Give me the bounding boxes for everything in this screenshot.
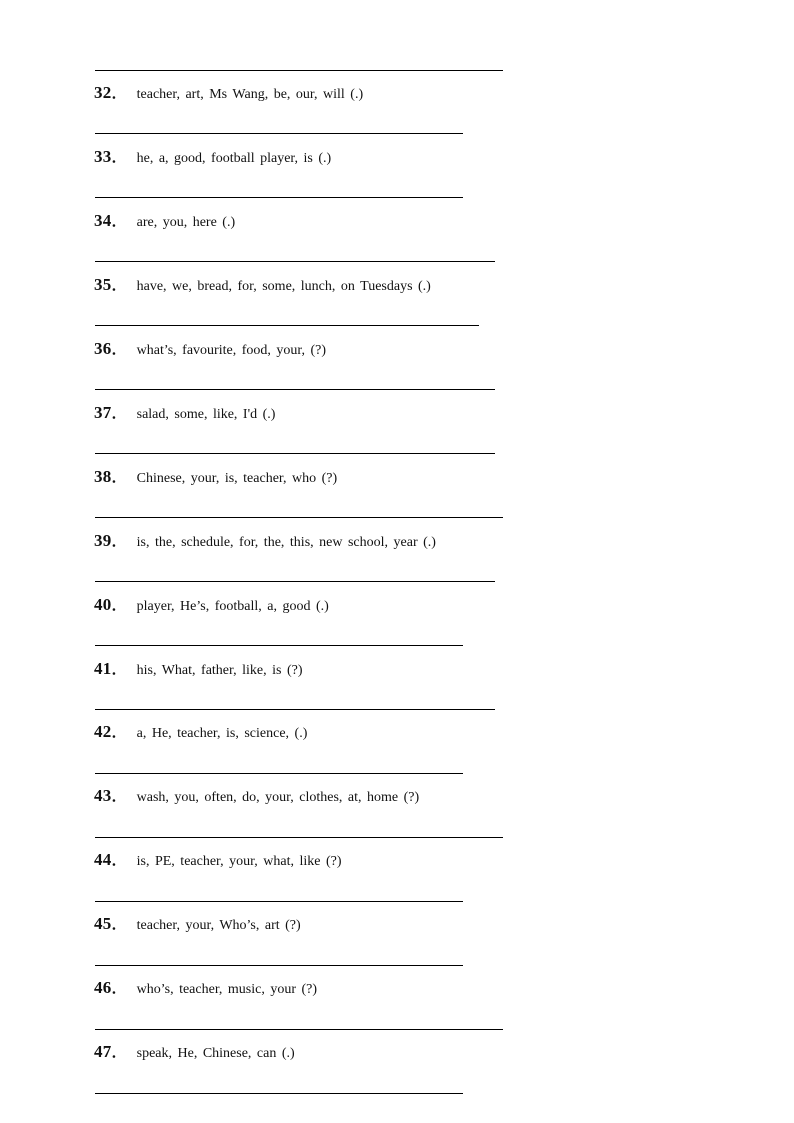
question-34 xyxy=(94,210,235,232)
question-separator: ． xyxy=(111,214,127,230)
question-words: player, He’s, football, a, good (.) xyxy=(136,599,329,614)
question-separator: ． xyxy=(111,662,127,678)
question-words: is, PE, teacher, your, what, like (?) xyxy=(136,854,342,869)
answer-line[interactable] xyxy=(95,1029,503,1030)
answer-line[interactable] xyxy=(95,965,463,966)
question-words: is, the, schedule, for, the, this, new school, year (.) xyxy=(136,535,436,550)
question-47 xyxy=(94,1041,295,1063)
question-number: 42 xyxy=(94,722,112,741)
question-words: salad, some, like, I'd (.) xyxy=(136,407,276,422)
answer-line[interactable] xyxy=(95,517,503,518)
question-separator: ． xyxy=(111,278,127,294)
question-words: teacher, your, Who’s, art (?) xyxy=(136,918,301,933)
question-number: 43 xyxy=(94,786,112,805)
question-number: 40 xyxy=(94,595,112,614)
question-separator: ． xyxy=(111,853,127,869)
question-separator: ． xyxy=(111,342,127,358)
question-35 xyxy=(94,274,431,296)
answer-line[interactable] xyxy=(95,773,463,774)
question-separator: ． xyxy=(111,598,127,614)
question-words: teacher, art, Ms Wang, be, our, will (.) xyxy=(136,87,364,102)
question-39 xyxy=(94,530,436,552)
question-44 xyxy=(94,849,342,871)
question-separator: ． xyxy=(111,917,127,933)
question-separator: ． xyxy=(111,406,127,422)
answer-line[interactable] xyxy=(95,197,463,198)
question-words: are, you, here (.) xyxy=(136,215,236,230)
answer-line[interactable] xyxy=(95,325,479,326)
answer-line[interactable] xyxy=(95,709,495,710)
question-number: 34 xyxy=(94,211,112,230)
question-words: who’s, teacher, music, your (?) xyxy=(136,982,318,997)
question-43 xyxy=(94,785,419,807)
question-separator: ． xyxy=(111,725,127,741)
question-separator: ． xyxy=(111,534,127,550)
question-separator: ． xyxy=(111,1045,127,1061)
answer-line[interactable] xyxy=(95,389,495,390)
question-number: 38 xyxy=(94,467,112,486)
question-separator: ． xyxy=(111,86,127,102)
question-words: speak, He, Chinese, can (.) xyxy=(136,1046,295,1061)
answer-line[interactable] xyxy=(95,645,463,646)
question-number: 36 xyxy=(94,339,112,358)
question-38 xyxy=(94,466,337,488)
question-separator: ． xyxy=(111,150,127,166)
question-words: he, a, good, football player, is (.) xyxy=(136,151,332,166)
question-number: 44 xyxy=(94,850,112,869)
answer-line[interactable] xyxy=(95,133,463,134)
answer-line[interactable] xyxy=(95,901,463,902)
question-words: what’s, favourite, food, your, (?) xyxy=(136,343,327,358)
answer-line[interactable] xyxy=(95,837,503,838)
question-number: 45 xyxy=(94,914,112,933)
question-number: 47 xyxy=(94,1042,112,1061)
question-separator: ． xyxy=(111,470,127,486)
answer-line[interactable] xyxy=(95,581,495,582)
question-32 xyxy=(94,82,363,104)
question-42 xyxy=(94,721,307,743)
question-separator: ． xyxy=(111,789,127,805)
question-37 xyxy=(94,402,275,424)
question-number: 46 xyxy=(94,978,112,997)
answer-line[interactable] xyxy=(95,453,495,454)
question-45 xyxy=(94,913,301,935)
question-words: have, we, bread, for, some, lunch, on Tuesdays (.) xyxy=(136,279,431,294)
question-41 xyxy=(94,658,302,680)
answer-line[interactable] xyxy=(95,1093,463,1094)
question-36 xyxy=(94,338,326,360)
question-number: 32 xyxy=(94,83,112,102)
question-words: Chinese, your, is, teacher, who (?) xyxy=(136,471,338,486)
question-number: 35 xyxy=(94,275,112,294)
question-number: 41 xyxy=(94,659,112,678)
question-words: his, What, father, like, is (?) xyxy=(136,663,303,678)
answer-line[interactable] xyxy=(95,261,495,262)
question-number: 39 xyxy=(94,531,112,550)
answer-line[interactable] xyxy=(95,70,503,71)
question-number: 37 xyxy=(94,403,112,422)
question-words: wash, you, often, do, your, clothes, at, home (?) xyxy=(136,790,420,805)
question-words: a, He, teacher, is, science, (.) xyxy=(136,726,308,741)
question-33 xyxy=(94,146,331,168)
question-40 xyxy=(94,594,329,616)
question-46 xyxy=(94,977,317,999)
question-separator: ． xyxy=(111,981,127,997)
question-number: 33 xyxy=(94,147,112,166)
